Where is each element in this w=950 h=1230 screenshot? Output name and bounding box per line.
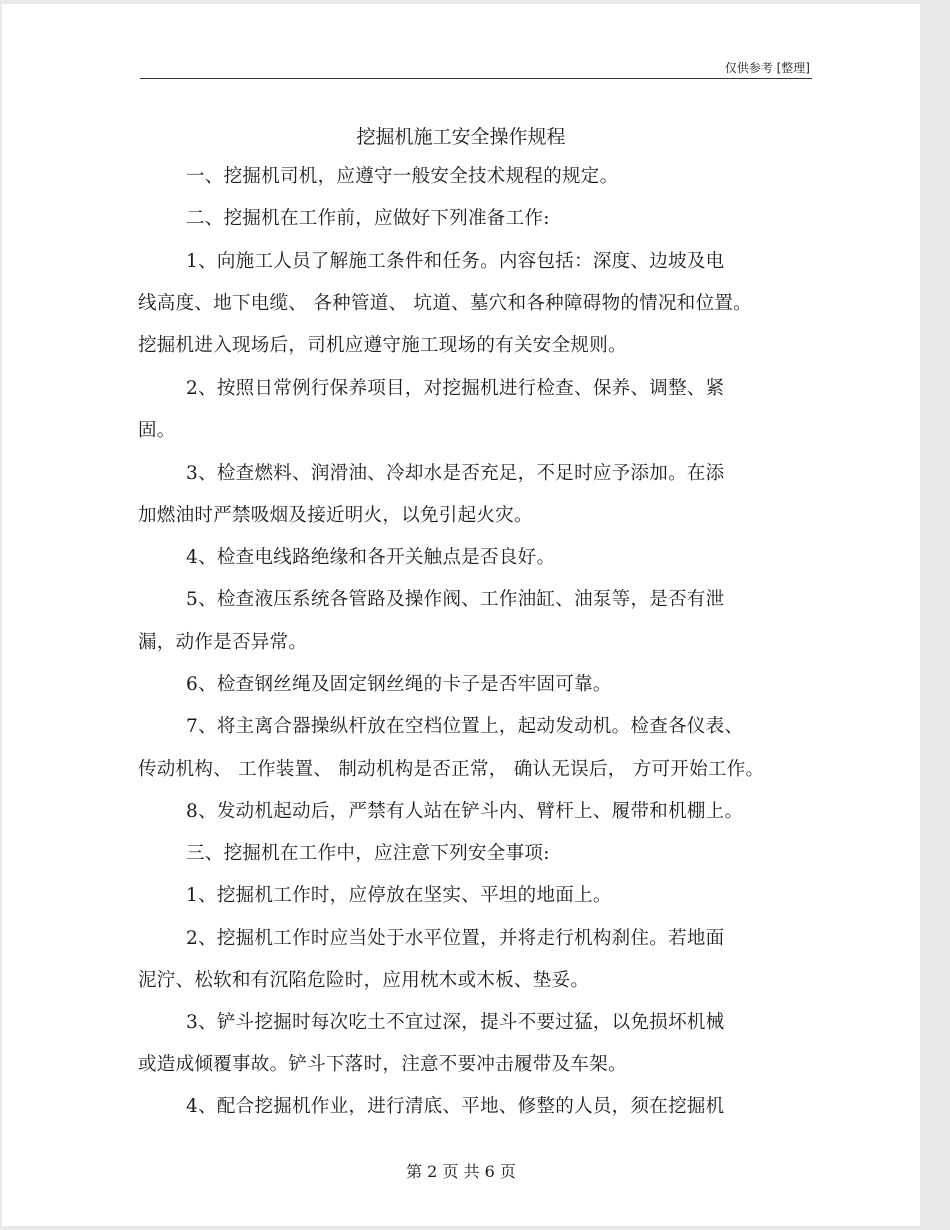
header-divider [140,78,812,79]
body-text-line: 漏，动作是否异常。 [138,632,308,653]
body-text-line: 5、检查液压系统各管路及操作阀、工作油缸、油泵等，是否有泄 [186,589,725,610]
body-text-line: 6、检查钢丝绳及固定钢丝绳的卡子是否牢固可靠。 [186,674,612,695]
page-footer: 第 2 页 共 6 页 [406,1162,516,1181]
body-text-line: 一、挖掘机司机，应遵守一般安全技术规程的规定。 [186,166,619,187]
body-text-line: 线高度、地下电缆、 各种管道、 坑道、墓穴和各种障碍物的情况和位置。 [138,293,752,314]
body-text-line: 挖掘机进入现场后，司机应遵守施工现场的有关安全规则。 [138,335,627,356]
body-text-line: 2、按照日常例行保养项目，对挖掘机进行检查、保养、调整、紧 [186,378,725,399]
body-text-line: 固。 [138,420,176,441]
body-text-line: 1、挖掘机工作时，应停放在坚实、平坦的地面上。 [186,885,612,906]
body-text-line: 4、配合挖掘机作业，进行清底、平地、修整的人员，须在挖掘机 [186,1096,725,1117]
body-text-line: 3、检查燃料、润滑油、冷却水是否充足，不足时应予添加。在添 [186,463,725,484]
header-note: 仅供参考 [整理] [724,61,810,75]
body-text-line: 二、挖掘机在工作前，应做好下列准备工作: [186,208,550,229]
body-text-line: 1、向施工人员了解施工条件和任务。内容包括：深度、边坡及电 [186,251,725,272]
body-text-line: 三、挖掘机在工作中，应注意下列安全事项: [186,843,550,864]
body-text-line: 或造成倾覆事故。铲斗下落时，注意不要冲击履带及车架。 [138,1054,627,1075]
body-text-line: 泥泞、松软和有沉陷危险时，应用枕木或木板、垫妥。 [138,970,590,991]
body-text-line: 加燃油时严禁吸烟及接近明火，以免引起火灾。 [138,505,533,526]
body-text-line: 8、发动机起动后，严禁有人站在铲斗内、臂杆上、履带和机棚上。 [186,801,744,822]
document-title: 挖掘机施工安全操作规程 [356,126,566,148]
body-text-line: 传动机构、 工作装置、 制动机构是否正常， 确认无误后， 方可开始工作。 [138,759,765,780]
body-text-line: 2、挖掘机工作时应当处于水平位置，并将走行机构刹住。若地面 [186,928,725,949]
body-text-line: 3、铲斗挖掘时每次吃土不宜过深，提斗不要过猛，以免损坏机械 [186,1012,725,1033]
document-page [2,4,920,1226]
body-text-line: 4、检查电线路绝缘和各开关触点是否良好。 [186,547,556,568]
body-text-line: 7、将主离合器操纵杆放在空档位置上，起动发动机。检查各仪表、 [186,716,744,737]
